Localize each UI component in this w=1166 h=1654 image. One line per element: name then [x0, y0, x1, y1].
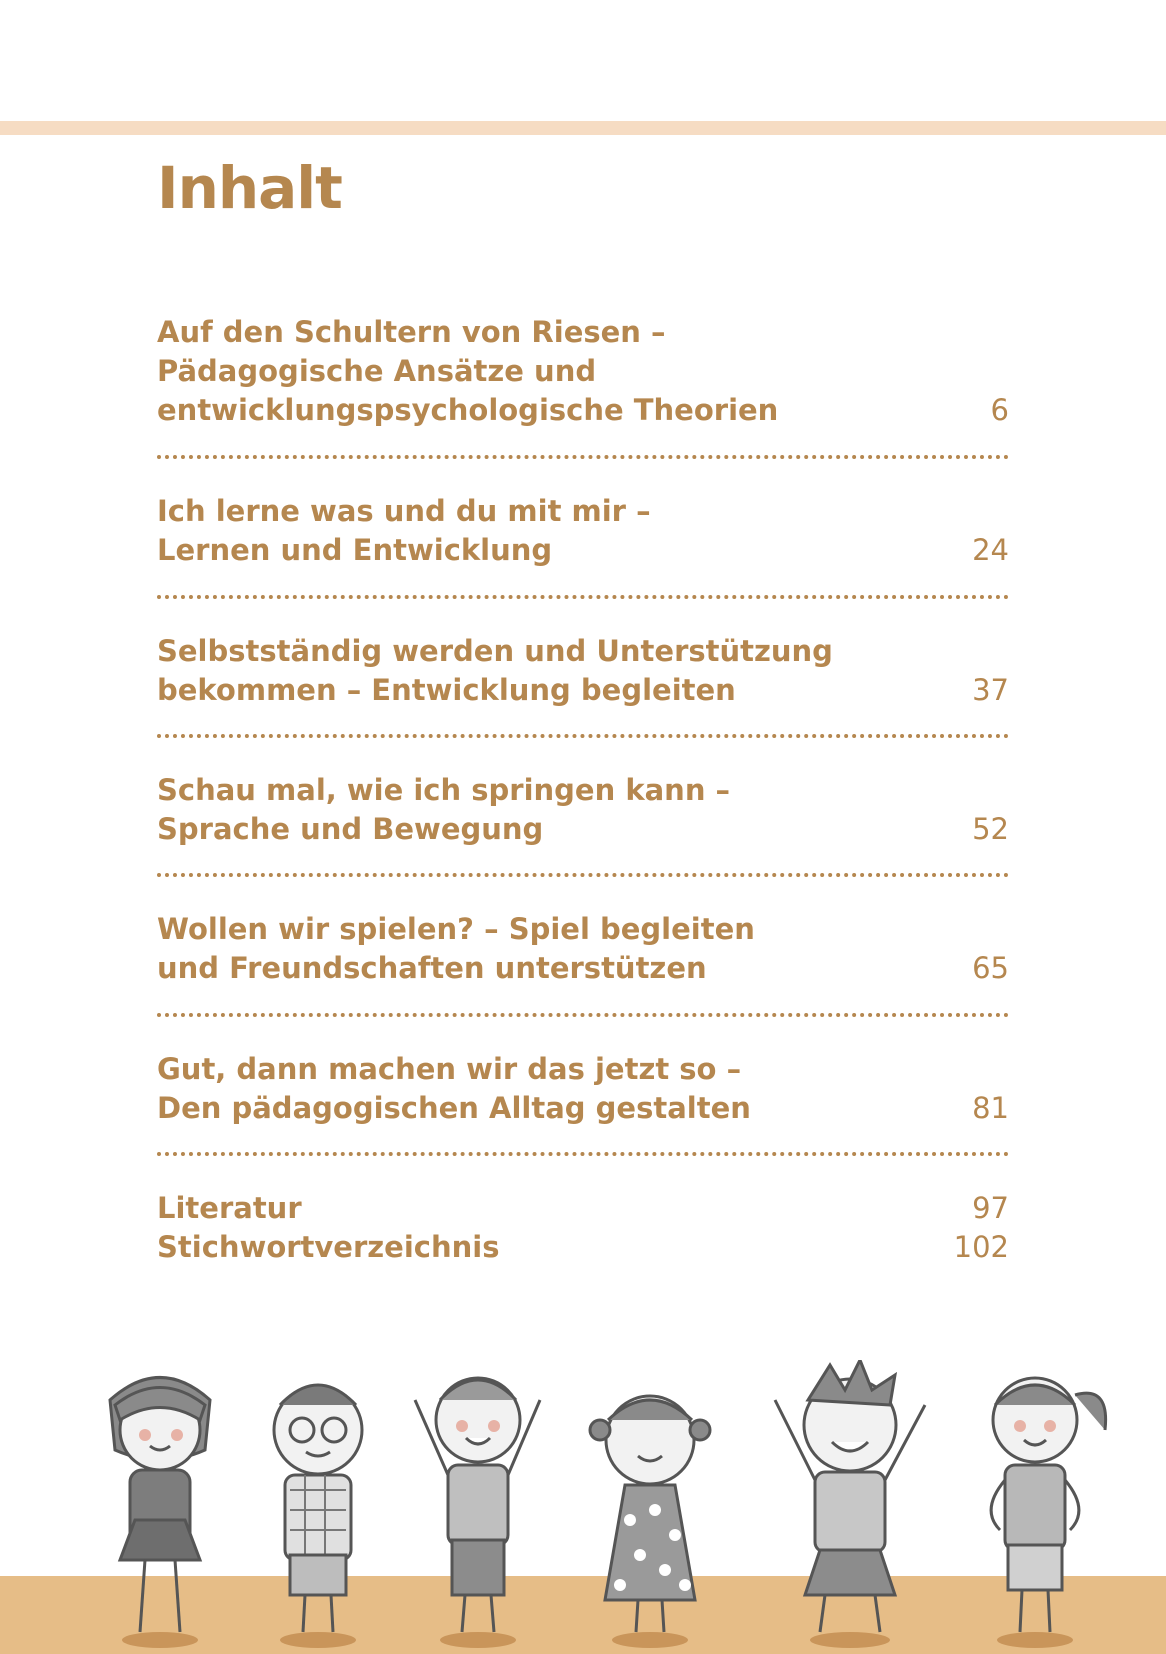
toc-entry-line: Gut, dann machen wir das jetzt so – [157, 1052, 742, 1086]
dotted-separator [157, 1013, 1009, 1017]
toc-entry-line: Schau mal, wie ich springen kann – [157, 773, 731, 807]
top-decor-band [0, 121, 1166, 135]
toc-appendix-index [157, 1228, 1009, 1267]
page-title: Inhalt [157, 154, 342, 222]
dotted-separator [157, 873, 1009, 877]
children-drawing [0, 1360, 1166, 1654]
toc-page-number: 65 [972, 951, 1009, 985]
toc-entry-1 [157, 313, 1009, 430]
child-figure [590, 1396, 710, 1648]
toc-entry-line: Sprache und Bewegung [157, 812, 544, 846]
toc-entry-line: Stichwortverzeichnis [157, 1230, 500, 1264]
toc-entry-line: und Freundschaften unterstützen [157, 951, 707, 985]
toc-entry-line: Wollen wir spielen? – Spiel begleiten [157, 912, 755, 946]
toc-page-number: 102 [953, 1230, 1009, 1264]
toc-page-number: 81 [972, 1091, 1009, 1125]
toc-page-number: 24 [972, 533, 1009, 567]
child-figure [110, 1378, 210, 1649]
toc-entry-line: Auf den Schultern von Riesen – [157, 315, 666, 349]
toc-entry-line: Lernen und Entwicklung [157, 533, 553, 567]
toc-page-number: 97 [972, 1191, 1009, 1225]
toc-page-number: 6 [990, 393, 1009, 427]
toc-entry-3 [157, 632, 1009, 710]
dotted-separator [157, 1152, 1009, 1156]
dotted-separator [157, 734, 1009, 738]
toc-entry-line: bekommen – Entwicklung begleiten [157, 673, 736, 707]
toc-entry-line: Pädagogische Ansätze und [157, 354, 597, 388]
child-figure [775, 1360, 925, 1648]
toc-page-number: 52 [972, 812, 1009, 846]
toc-entry-5 [157, 910, 1009, 988]
dotted-separator [157, 595, 1009, 599]
toc-entry-line: entwicklungspsychologische Theorien [157, 393, 779, 427]
child-figure [274, 1385, 362, 1648]
toc-entry-line: Literatur [157, 1191, 302, 1225]
toc-page-number: 37 [972, 673, 1009, 707]
child-figure [991, 1378, 1106, 1648]
child-figure [415, 1378, 540, 1648]
toc-entry-2 [157, 492, 1009, 570]
dotted-separator [157, 455, 1009, 459]
children-illustration [0, 1360, 1166, 1654]
toc-entry-4 [157, 771, 1009, 849]
toc-appendix-literatur [157, 1189, 1009, 1228]
toc-entry-6 [157, 1050, 1009, 1128]
toc-entry-line: Den pädagogischen Alltag gestalten [157, 1091, 751, 1125]
toc-entry-line: Ich lerne was und du mit mir – [157, 494, 651, 528]
toc-entry-line: Selbstständig werden und Unterstützung [157, 634, 833, 668]
